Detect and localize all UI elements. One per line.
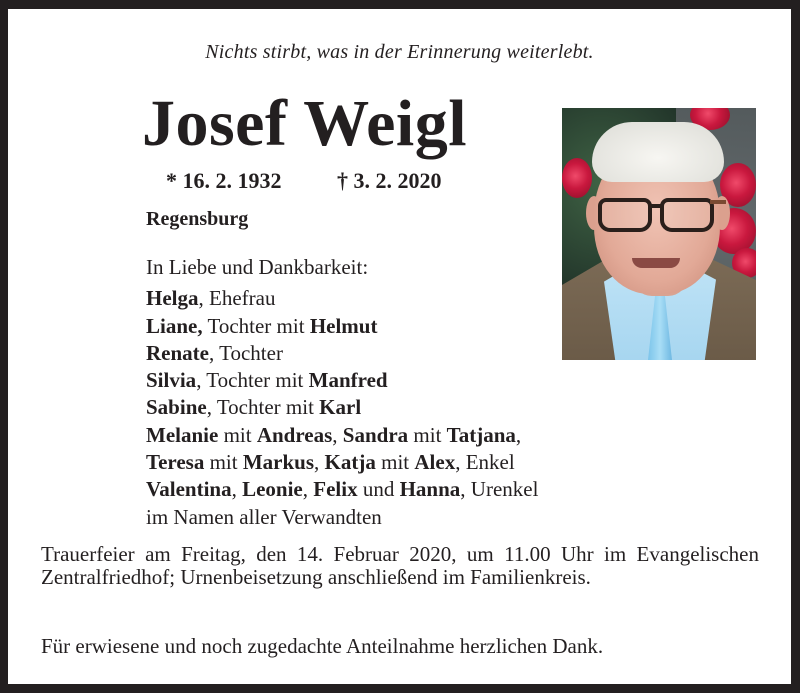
family-member-name: Katja bbox=[324, 450, 376, 475]
family-line bbox=[146, 449, 538, 476]
relation-text: , Ehefrau bbox=[198, 286, 276, 311]
family-member-name: Andreas bbox=[256, 422, 333, 447]
family-lines bbox=[146, 285, 538, 531]
funeral-service-info: Trauerfeier am Freitag, den 14. Februar 2020, um 11.00 Uhr im Evangelischen Zentralfriedhof; Urnenbeisetzung anschließend im Familienkreis. bbox=[41, 542, 759, 589]
relation-text: mit bbox=[375, 450, 415, 475]
relation-text: , Tochter mit bbox=[196, 368, 309, 393]
family-member-name: Karl bbox=[319, 395, 362, 420]
relation-text: , bbox=[302, 477, 314, 502]
deceased-name: Josef Weigl bbox=[142, 87, 468, 160]
birth-date: * 16. 2. 1932 bbox=[166, 168, 282, 193]
family-line bbox=[146, 313, 538, 340]
life-dates bbox=[166, 168, 442, 194]
family-line bbox=[146, 394, 538, 421]
relation-text: , bbox=[332, 422, 343, 447]
relation-text: , Tochter bbox=[208, 340, 283, 365]
relation-text: , bbox=[515, 422, 522, 447]
family-member-name: Melanie bbox=[146, 422, 219, 447]
family-member-name: Hanna bbox=[399, 477, 461, 502]
family-member-name: Leonie bbox=[242, 477, 303, 502]
family-member-name: Helga bbox=[146, 286, 199, 311]
family-member-name: Liane, bbox=[146, 313, 203, 338]
family-member-name: Markus bbox=[242, 450, 315, 475]
family-line bbox=[146, 504, 538, 531]
relation-text: mit bbox=[408, 422, 447, 447]
family-intro: In Liebe und Dankbarkeit: bbox=[146, 255, 369, 279]
relation-text: , Enkel bbox=[455, 450, 515, 475]
glasses-icon bbox=[598, 198, 652, 232]
motto: Nichts stirbt, was in der Erinnerung weiterlebt. bbox=[205, 41, 594, 63]
family-member-name: Sandra bbox=[342, 422, 409, 447]
family-list bbox=[146, 254, 538, 531]
family-member-name: Silvia bbox=[146, 368, 197, 393]
family-line bbox=[146, 285, 538, 312]
thanks-note: Für erwiesene und noch zugedachte Anteilnahme herzlichen Dank. bbox=[41, 634, 604, 658]
family-member-name: Sabine bbox=[146, 395, 207, 420]
relation-text: im Namen aller Verwandten bbox=[146, 504, 382, 529]
relation-text: und bbox=[357, 477, 400, 502]
relation-text: , bbox=[314, 450, 325, 475]
family-member-name: Alex bbox=[414, 450, 456, 475]
family-member-name: Helmut bbox=[309, 313, 378, 338]
family-line bbox=[146, 476, 538, 503]
city: Regensburg bbox=[146, 208, 249, 230]
family-member-name: Renate bbox=[146, 340, 209, 365]
relation-text: , Tochter mit bbox=[206, 395, 320, 420]
relation-text: , bbox=[231, 477, 243, 502]
family-member-name: Manfred bbox=[308, 368, 388, 393]
obituary-card bbox=[8, 9, 791, 684]
family-line bbox=[146, 367, 538, 394]
family-line bbox=[146, 340, 538, 367]
family-member-name: Tatjana bbox=[446, 422, 516, 447]
relation-text: mit bbox=[218, 422, 257, 447]
relation-text: mit bbox=[204, 450, 243, 475]
relation-text: Tochter mit bbox=[202, 313, 310, 338]
family-member-name: Valentina bbox=[146, 477, 232, 502]
portrait-photo bbox=[562, 108, 756, 360]
death-date: † 3. 2. 2020 bbox=[337, 168, 442, 193]
family-member-name: Teresa bbox=[146, 450, 205, 475]
family-line bbox=[146, 422, 538, 449]
family-member-name: Felix bbox=[313, 477, 358, 502]
relation-text: , Urenkel bbox=[460, 477, 539, 502]
